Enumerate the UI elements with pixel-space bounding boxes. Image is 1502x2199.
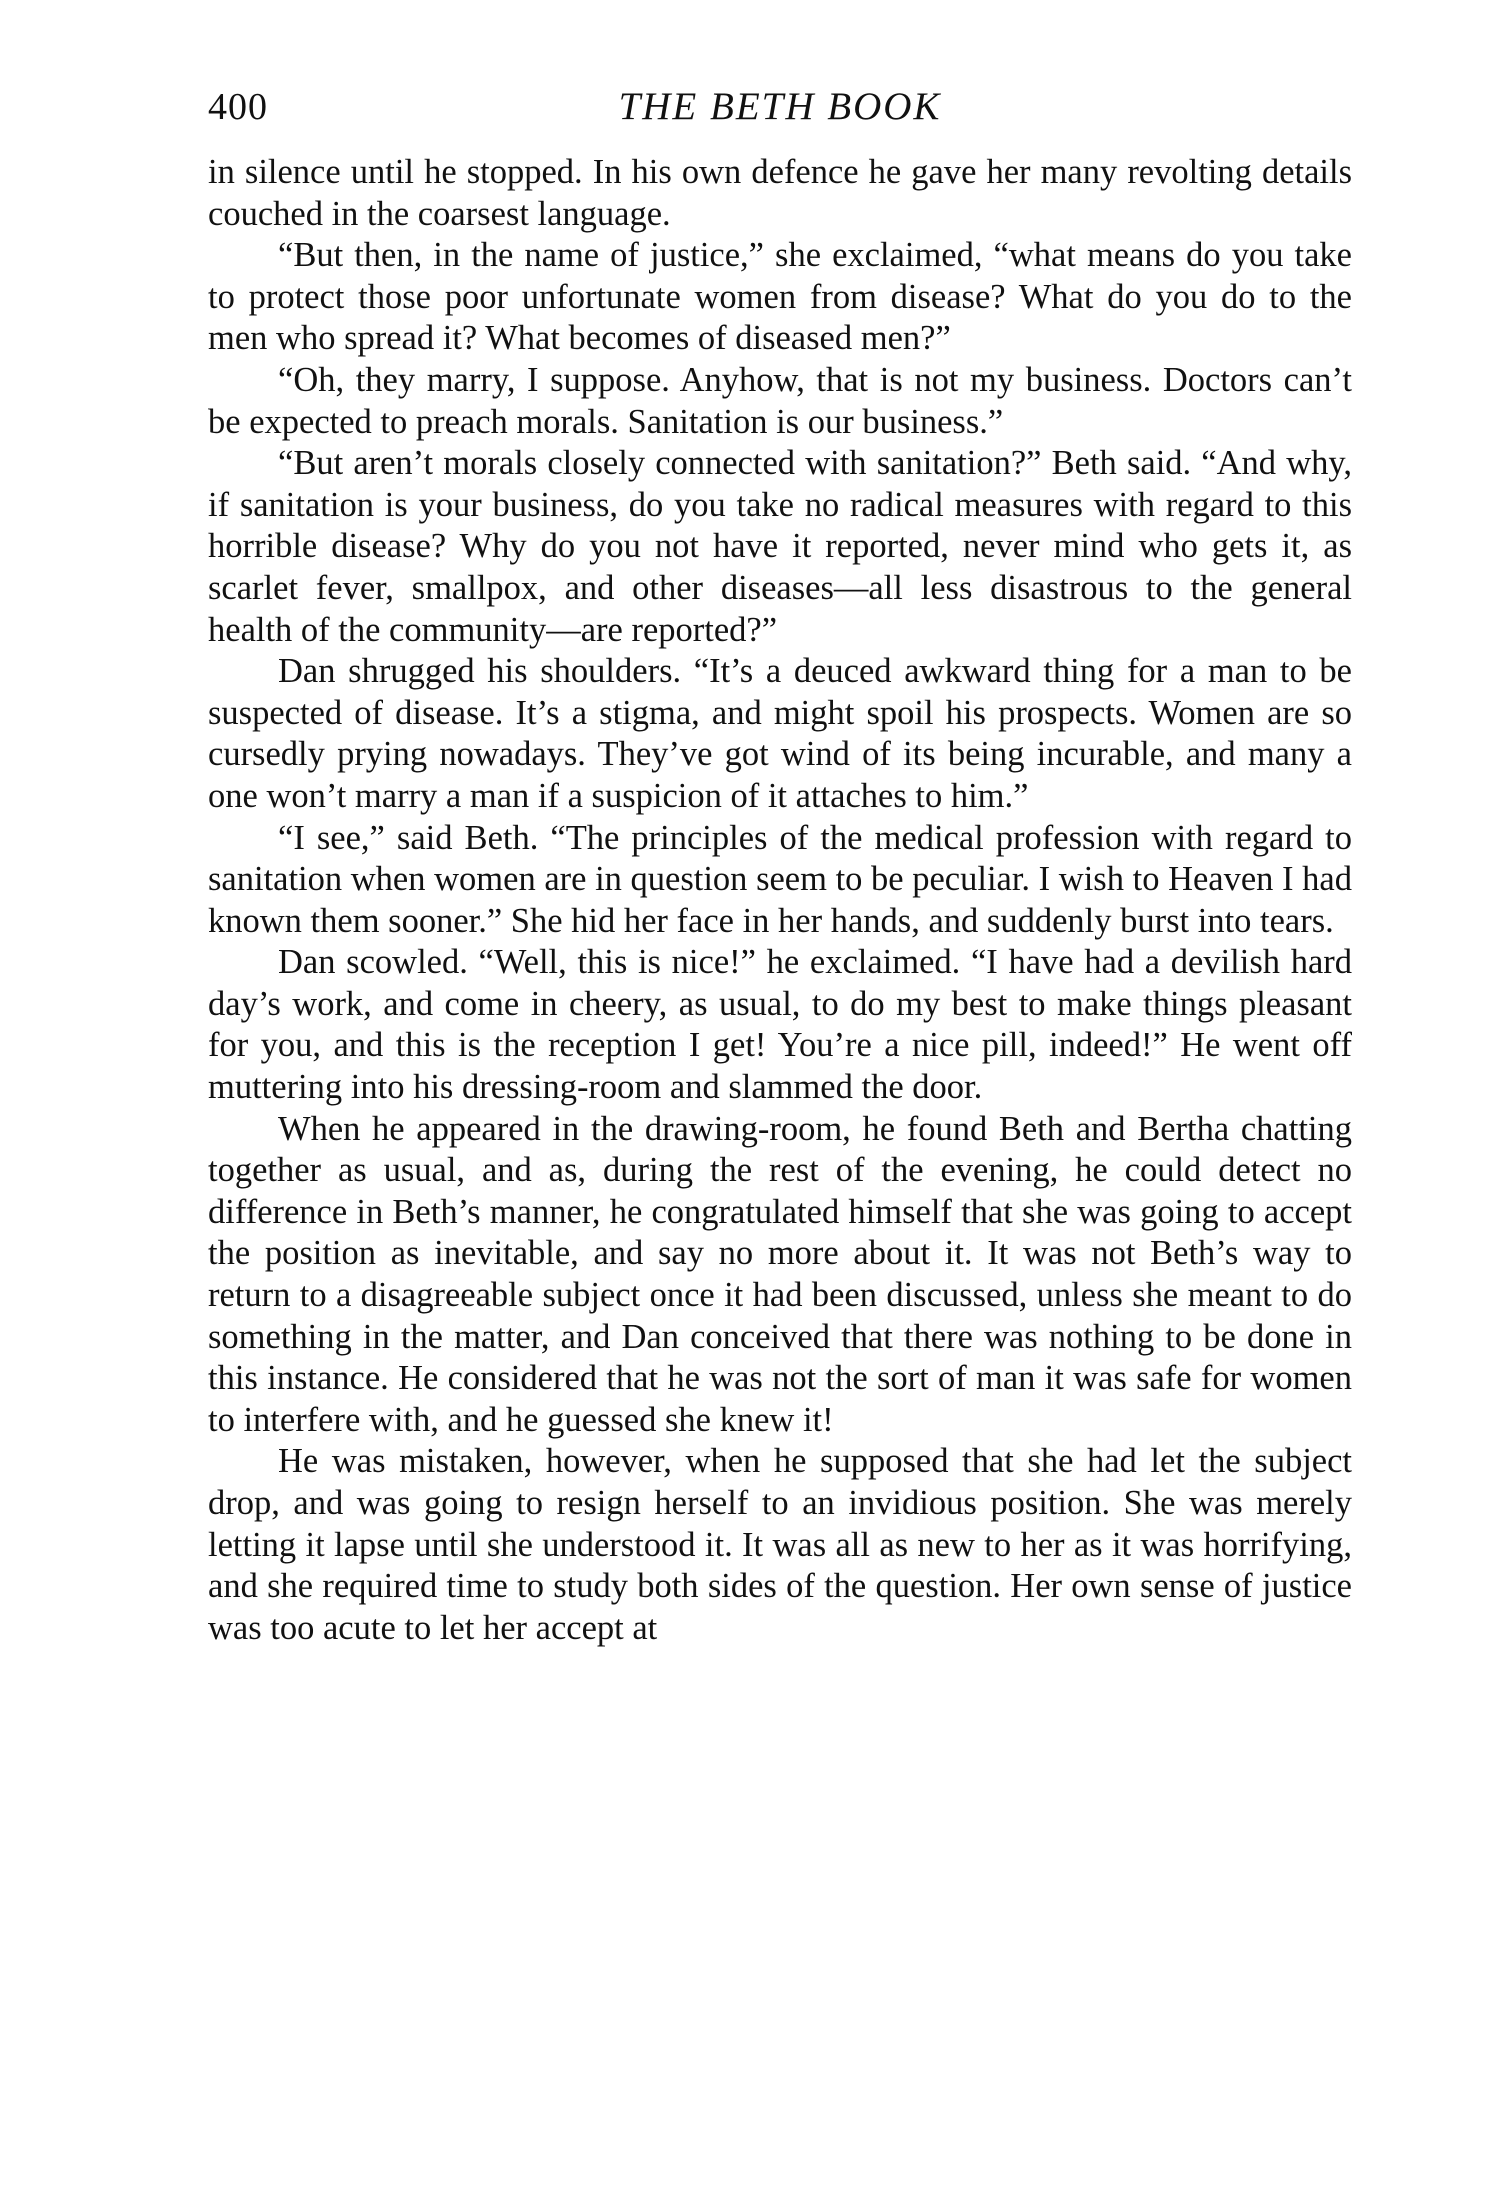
paragraph: He was mistaken, however, when he supposed that she had let the subject drop, and was going to resign herself to an invidious position. She was merely letting it lapse until she understood it. It was all as new to her as it was horrifying, and she required time to study both sides of the question. Her own sense of justice was too acute to let her accept at: [208, 1442, 1352, 1647]
body-text: [208, 152, 1352, 1649]
running-head: [208, 82, 1352, 132]
paragraph: “But aren’t morals closely connected with sanitation?” Beth said. “And why, if sanitation is your business, do you take no radical measures with regard to this horrible disease? Why do you not have it reported, never mind who gets it, as scarlet fever, smallpox, and other diseases—all less disastrous to the general health of the community—are reported?”: [208, 444, 1352, 649]
paragraph: “But then, in the name of justice,” she exclaimed, “what means do you take to protect those poor unfortunate women from disease? What do you do to the men who spread it? What becomes of diseased men?”: [208, 236, 1352, 358]
paragraph-continuation: in silence until he stopped. In his own defence he gave her many revolting details couched in the coarsest language.: [208, 153, 1352, 233]
paragraph: “I see,” said Beth. “The principles of the medical profession with regard to sanitation when women are in question seem to be peculiar. I wish to Heaven I had known them sooner.” She hid her face in her hands, and suddenly burst into tears.: [208, 818, 1352, 940]
page-number: 400: [208, 86, 268, 128]
book-title: THE BETH BOOK: [618, 85, 942, 128]
paragraph: Dan shrugged his shoulders. “It’s a deuced awkward thing for a man to be suspected of disease. It’s a stigma, and might spoil his prospects. Women are so cursedly prying nowadays. They’ve got wind of its being incurable, and many a one won’t marry a man if a suspicion of it attaches to him.”: [208, 652, 1352, 815]
paragraph: Dan scowled. “Well, this is nice!” he exclaimed. “I have had a devilish hard day’s work, and come in cheery, as usual, to do my best to make things pleasant for you, and this is the reception I get! You’re a nice pill, indeed!” He went off muttering into his dressing-room and slammed the door.: [208, 943, 1352, 1107]
paragraph: When he appeared in the drawing-room, he found Beth and Bertha chatting together as usual, and as, during the rest of the evening, he could detect no difference in Beth’s manner, he congratulated himself that she was going to accept the position as inevitable, and say no more about it. It was not Beth’s way to return to a disagreeable subject once it had been discussed, unless she meant to do something in the matter, and Dan conceived that there was nothing to be done in this instance. He considered that he was not the sort of man it was safe for women to interfere with, and he guessed she knew it!: [208, 1109, 1352, 1439]
paragraph: “Oh, they marry, I suppose. Anyhow, that is not my business. Doctors can’t be expected to preach morals. Sanitation is our business.”: [208, 360, 1352, 441]
